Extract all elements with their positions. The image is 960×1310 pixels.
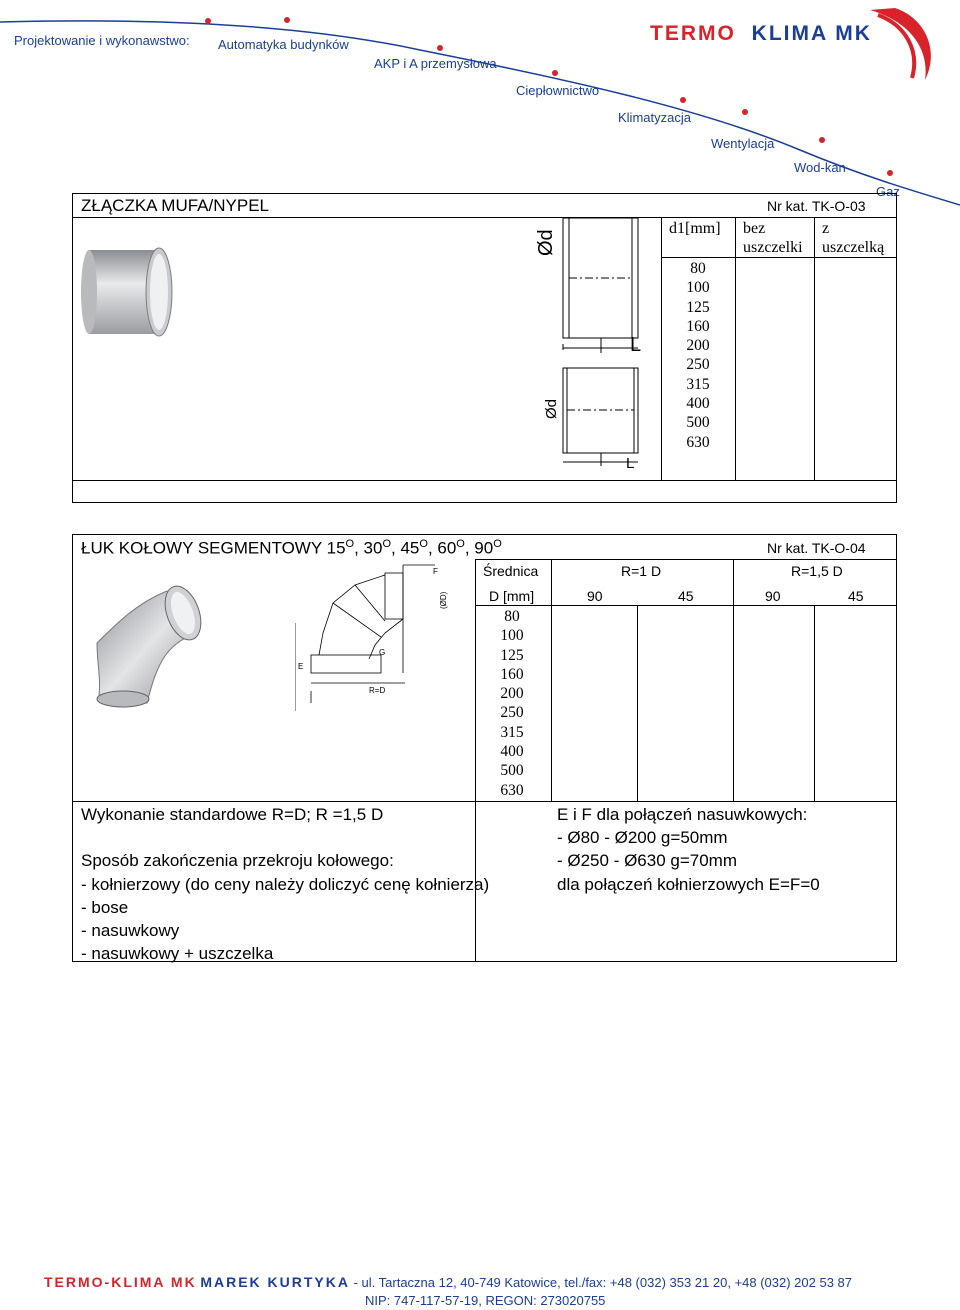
label-g: G (379, 648, 386, 657)
product2-title-text: ŁUK KOŁOWY SEGMENTOWY 15 (81, 538, 346, 558)
label-f: F (433, 567, 438, 576)
footer-line1 (44, 1274, 852, 1290)
product2-table (72, 534, 897, 962)
size-row: 125 (686, 298, 710, 316)
label-e: E (298, 662, 304, 671)
size-row: 250 (500, 704, 524, 722)
sub-col-r1-90: 90 (587, 588, 603, 604)
size-row: 250 (686, 356, 710, 374)
col-r1-header: R=1 D (621, 563, 662, 579)
service-water: Wod-kan (794, 160, 846, 175)
note-line (81, 826, 489, 849)
product1-size-list (673, 259, 723, 452)
angle-90: , 90 (464, 538, 494, 558)
size-row: 630 (686, 433, 710, 451)
sub-col-r15-90: 90 (765, 588, 781, 604)
service-air-conditioning: Klimatyzacja (618, 110, 691, 125)
sub-col-r1-45: 45 (678, 588, 694, 604)
size-row: 200 (686, 337, 710, 355)
note-line: - Ø80 - Ø200 g=50mm (557, 828, 728, 848)
angle-45: , 45 (391, 538, 420, 558)
od-label-small: Ød (543, 398, 560, 419)
product1-table (72, 193, 897, 503)
angle-30: , 30 (354, 538, 383, 558)
col-bez-header-2: uszczelki (743, 239, 803, 256)
service-automation: Automatyka budynków (218, 37, 349, 52)
size-row: 400 (500, 743, 524, 761)
elbow-photo (87, 583, 207, 713)
col-d1-header: d1[mm] (669, 220, 721, 237)
note-line: - kołnierzowy (do ceny należy doliczyć cenę kołnierza) (81, 874, 490, 894)
notes-right (557, 803, 820, 896)
note-line: - Ø250 - Ø630 g=70mm (557, 851, 738, 871)
size-row: 315 (686, 375, 710, 393)
degree-mark: O (419, 538, 428, 550)
size-row: 400 (686, 395, 710, 413)
coupling-photo (81, 242, 176, 352)
service-heating: Ciepłownictwo (516, 83, 600, 98)
note-line: dla połączeń kołnierzowych E=F=0 (557, 874, 820, 894)
footer-owner: MAREK KURTYKA (200, 1274, 350, 1290)
product1-catalog: Nr kat. TK-O-03 (767, 198, 866, 214)
product2-catalog: Nr kat. TK-O-04 (767, 540, 866, 556)
size-row: 80 (504, 608, 520, 625)
footer-brand: TERMO-KLIMA MK (44, 1274, 197, 1290)
degree-mark: O (345, 538, 355, 550)
service-ventilation: Wentylacja (711, 136, 775, 151)
logo-part1: TERMO (650, 22, 736, 45)
degree-mark: O (493, 538, 502, 550)
note-line: - bose (81, 897, 129, 917)
logo-part2: KLIMA MK (751, 22, 872, 45)
product2-size-list (487, 607, 537, 800)
col-srednica-header: Średnica (483, 563, 539, 579)
footer-address: - ul. Tartaczna 12, 40-749 Katowice, tel./fax: +48 (032) 353 21 20, +48 (032) 202 53 87 (349, 1275, 853, 1290)
company-logo (650, 22, 872, 46)
size-row: 100 (500, 627, 524, 645)
footer-ids: NIP: 747-117-57-19, REGON: 273020755 (365, 1293, 606, 1308)
product2-title (81, 538, 502, 559)
size-row: 160 (686, 317, 710, 335)
degree-mark: O (456, 538, 465, 550)
note-line: Sposób zakończenia przekroju kołowego: (81, 851, 394, 871)
note-line: Wykonanie standardowe R=D; R =1,5 D (81, 805, 384, 824)
col-z-header-2: uszczelką (822, 239, 885, 256)
label-od: (ØD) (439, 591, 448, 609)
l-label-large: L (630, 334, 642, 356)
size-row: 200 (500, 685, 524, 703)
od-label-large: Ød (535, 229, 557, 256)
sub-col-r15-45: 45 (848, 588, 864, 604)
label-rd: R=D (369, 686, 386, 695)
size-row: 315 (500, 723, 524, 741)
coupling-drawing (533, 218, 661, 480)
col-z-header-1: z (822, 220, 830, 237)
note-line: - nasuwkowy (81, 921, 180, 940)
size-row: 500 (500, 762, 524, 780)
size-row: 630 (500, 781, 524, 799)
degree-mark: O (382, 538, 392, 550)
col-r15-header: R=1,5 D (791, 563, 843, 579)
col-bez-header-1: bez (743, 220, 766, 237)
size-row: 125 (500, 646, 524, 664)
size-row: 500 (686, 414, 710, 432)
l-label-small: L (626, 455, 635, 472)
col-d-header: D [mm] (489, 588, 535, 604)
product1-title: ZŁĄCZKA MUFA/NYPEL (81, 196, 269, 215)
header-label: Projektowanie i wykonawstwo: (14, 33, 190, 48)
note-line: E i F dla połączeń nasuwkowych: (557, 805, 808, 824)
angle-60: , 60 (427, 538, 457, 558)
size-row: 80 (690, 260, 706, 277)
service-akp: AKP i A przemysłowa (374, 56, 497, 71)
size-row: 100 (686, 279, 710, 297)
notes-left (81, 803, 489, 965)
note-line: - nasuwkowy + uszczelka (81, 944, 274, 964)
service-gas: Gaz (876, 184, 900, 199)
size-row: 160 (500, 665, 524, 683)
